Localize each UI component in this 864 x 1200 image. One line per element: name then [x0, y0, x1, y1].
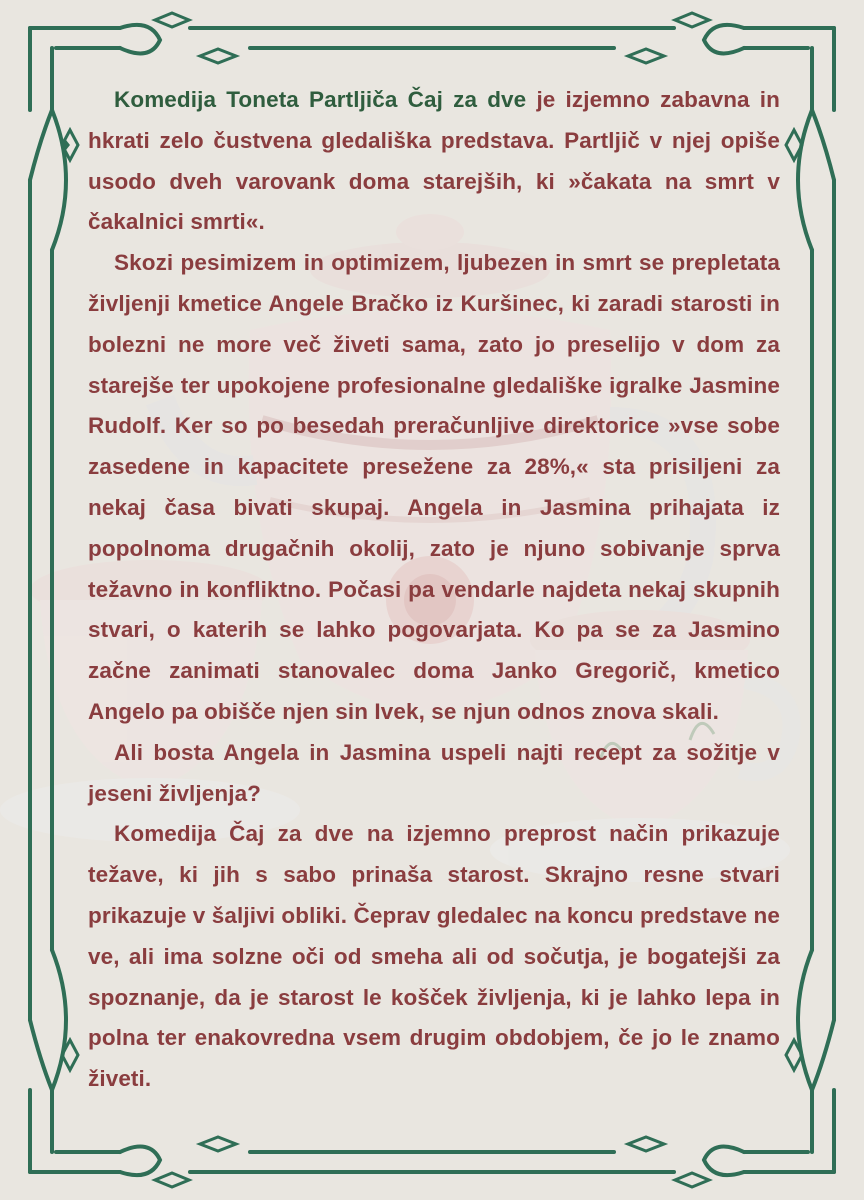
paragraph-question: Ali bosta Angela in Jasmina uspeli najti recept za sožitje v jeseni življenja?: [88, 739, 780, 806]
paragraph-plot: Skozi pesimizem in optimizem, ljubezen in smrt se prepletata življenji kmetice Angele Bračko iz Kuršinec, ki zaradi starosti in bolezni ne more več živeti sama, zato jo preselijo v dom za starejše ter upokojene profesionalne gledališke igralke Jasmine Rudolf. Ker so po besedah preračunljive direktorice »vse sobe zasedene in kapacitete presežene za 28%,« sta prisiljeni za nekaj časa bivati skupaj. Angela in Jasmina prihajata iz popolnoma drugačnih okolij, zato je njuno sobivanje sprva težavno in konfliktno. Počasi pa vendarle najdeta nekaj skupnih stvari, o katerih se lahko pogovarjata. Ko pa se za Jasmino začne zanimati stanovalec doma Janko Gregorič, kmetico Angelo pa obišče njen sin Ivek, se njun odnos znova skali.: [88, 250, 780, 724]
paragraph-intro: [88, 80, 780, 243]
review-text: [88, 80, 780, 1100]
play-title: Komedija Toneta Partljiča Čaj za dve: [114, 87, 527, 112]
paragraph-conclusion: Komedija Čaj za dve na izjemno preprost način prikazuje težave, ki jih s sabo prinaša starost. Skrajno resne stvari prikazuje v šaljivi obliki. Čeprav gledalec na koncu predstave ne ve, ali ima solzne oči od smeha ali od sočutja, je bogatejši za spoznanje, da je starost le košček življenja, ki je lahko lepa in polna ter enakovredna vsem drugim obdobjem, če jo le znamo živeti.: [88, 821, 780, 1092]
paragraph-intro-text: je izjemno zabavna in hkrati zelo čustvena gledališka predstava. Partljič v njej opiše usodo dveh varovank doma starejših, ki »čakata na smrt v čakalnici smrti«.: [88, 87, 780, 235]
